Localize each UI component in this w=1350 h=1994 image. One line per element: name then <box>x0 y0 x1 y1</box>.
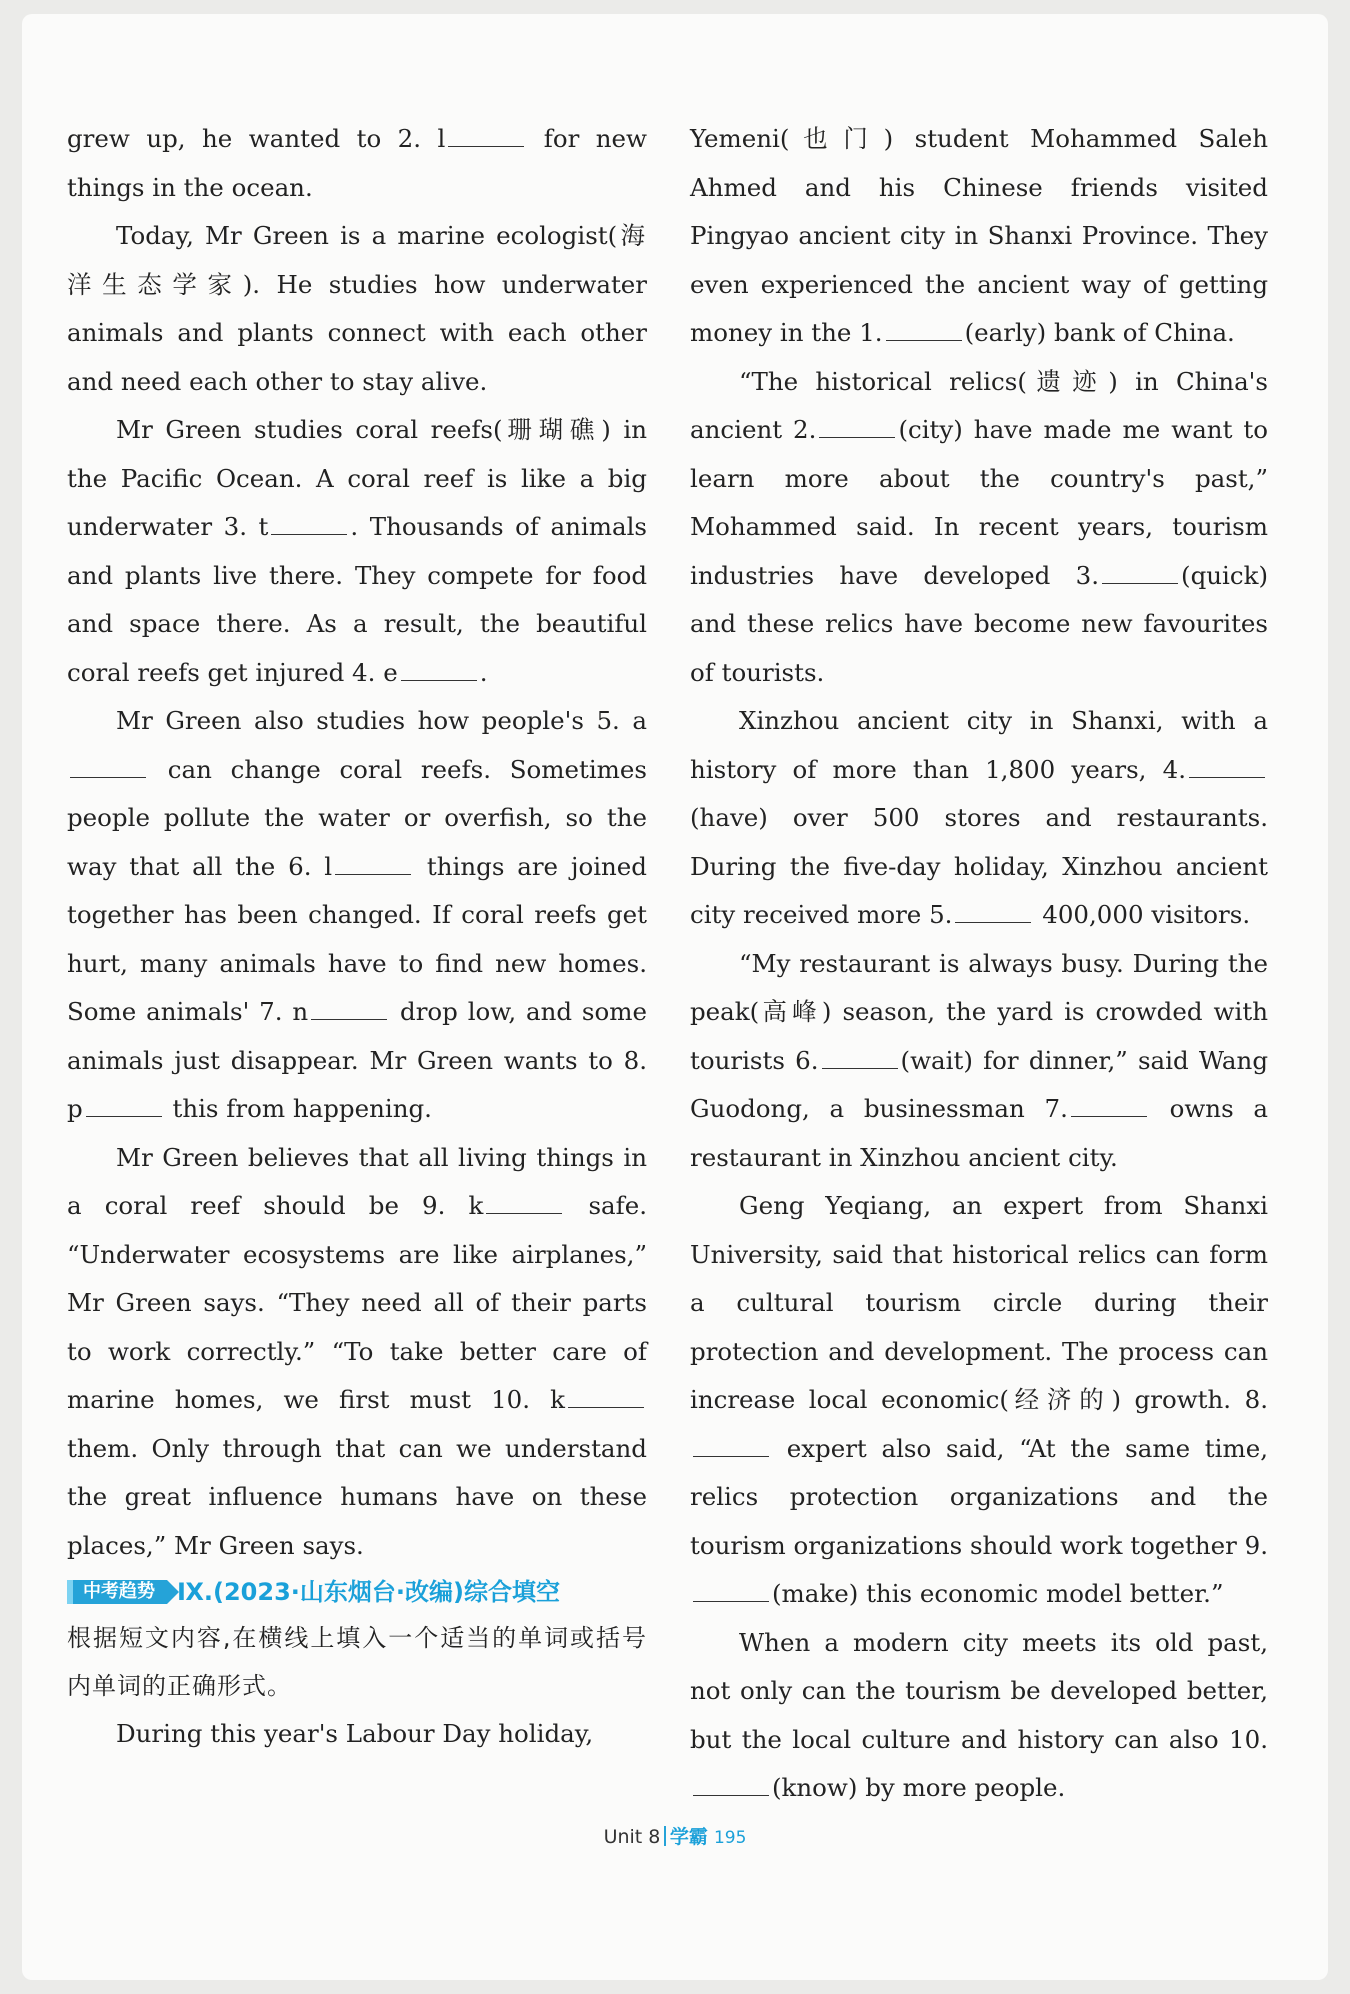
paragraph: Mr Green also studies how people's 5. a can change coral reefs. Sometimes people pollute the water or overfish, so the way that all the 6. l things are joined together has been changed. If coral reefs get hurt, many animals have to find new homes. Some animals' 7. n drop low, and some animals just disappear. Mr Green wants to 8. p this from happening. <box>67 706 647 1123</box>
unit-label: Unit 8 <box>603 1826 661 1848</box>
paragraph: Mr Green studies coral reefs(珊瑚礁) in the Pacific Ocean. A coral reef is like a big underwater 3. t . Thousands of animals and plants live there. They compete for food and space there. As a result, the beautiful coral reefs get injured 4. e . <box>67 415 647 687</box>
answer-blank[interactable] <box>568 1389 644 1408</box>
answer-blank[interactable] <box>955 904 1031 923</box>
footer-divider <box>664 1826 666 1846</box>
answer-blank[interactable] <box>886 322 962 341</box>
answer-blank[interactable] <box>1189 759 1265 778</box>
paragraph: During this year's Labour Day holiday, <box>116 1719 594 1748</box>
answer-blank[interactable] <box>486 1195 562 1214</box>
paragraph: When a modern city meets its old past, not only can the tourism be developed better, but the local culture and history can also 10.(know) by more people. <box>690 1627 1268 1802</box>
right-column <box>690 115 1268 1813</box>
paragraph: Mr Green believes that all living things in a coral reef should be 9. k safe. “Underwater ecosystems are like airplanes,” Mr Green says. “They need all of their parts to work correctly.” “To take better care of marine homes, we first must 10. k them. Only through that can we understand the great influence humans have on these places,” Mr Green says. <box>67 1142 648 1560</box>
trend-badge: 中考趋势 <box>67 1580 167 1604</box>
answer-blank[interactable] <box>822 1050 898 1069</box>
answer-blank[interactable] <box>70 759 146 778</box>
answer-blank[interactable] <box>1102 565 1178 584</box>
page-footer <box>0 1822 1350 1849</box>
answer-blank[interactable] <box>693 1438 769 1457</box>
instructions: 根据短文内容,在横线上填入一个适当的单词或括号内单词的正确形式。 <box>67 1624 647 1700</box>
paragraph: “The historical relics(遗迹) in China's ancient 2. (city) have made me want to learn more about the country's past,” Mohammed said. In recent years, tourism industries have developed 3. (quick) and these relics have become new favourites of tourists. <box>690 366 1269 687</box>
answer-blank[interactable] <box>86 1098 162 1117</box>
answer-blank[interactable] <box>1071 1098 1147 1117</box>
answer-blank[interactable] <box>693 1777 769 1796</box>
answer-blank[interactable] <box>335 856 411 875</box>
paragraph: Yemeni(也门) student Mohammed Saleh Ahmed and his Chinese friends visited Pingyao ancient city in Shanxi Province. They even experienced the ancient way of getting money in the 1. (early) bank of China. <box>690 124 1268 347</box>
answer-blank[interactable] <box>401 662 477 681</box>
page-number: 195 <box>713 1828 747 1848</box>
answer-blank[interactable] <box>448 128 524 147</box>
brand-label: 学霸 <box>669 1826 708 1848</box>
section-title: Ⅸ.(2023·山东烟台·改编)综合填空 <box>177 1578 560 1606</box>
paragraph: Xinzhou ancient city in Shanxi, with a history of more than 1,800 years, 4.(have) over 500 stores and restaurants. During the five-day holiday, Xinzhou ancient city received more 5. 400,000 visitors. <box>690 706 1268 929</box>
answer-blank[interactable] <box>819 419 895 438</box>
paragraph: Geng Yeqiang, an expert from Shanxi University, said that historical relics can form a cultural tourism circle during their protection and development. The process can increase local economic(经济的) growth. 8. expert also said, “At the same time, relics protection organizations and the tourism organizations should work together 9.(make) this economic model better.” <box>690 1191 1269 1608</box>
paragraph: grew up, he wanted to 2. l for new things in the ocean. <box>67 124 647 202</box>
left-column <box>67 115 647 1759</box>
answer-blank[interactable] <box>271 516 347 535</box>
answer-blank[interactable] <box>311 1001 387 1020</box>
paragraph: “My restaurant is always busy. During the peak(高峰) season, the yard is crowded with tourists 6. (wait) for dinner,” said Wang Guodong, a businessman 7. owns a restaurant in Xinzhou ancient city. <box>690 948 1269 1172</box>
paragraph: Today, Mr Green is a marine ecologist(海洋生态学家). He studies how underwater animals and plants connect with each other and need each other to stay alive. <box>67 221 648 396</box>
answer-blank[interactable] <box>693 1583 769 1602</box>
section-heading <box>67 1570 647 1614</box>
